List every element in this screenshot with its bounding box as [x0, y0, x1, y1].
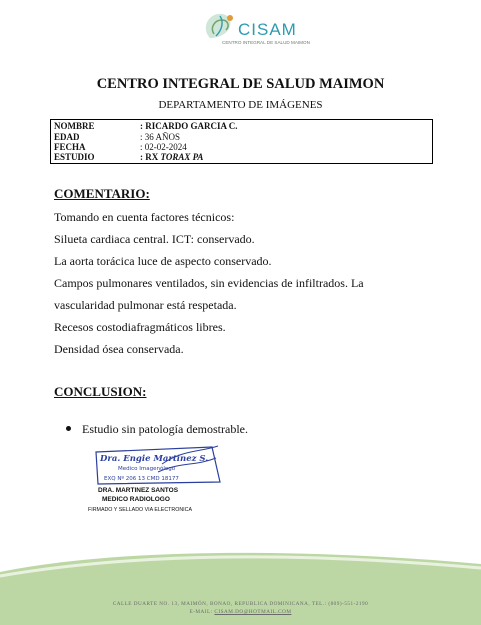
- patient-value: : RICARDO GARCIA C.: [140, 121, 238, 131]
- signature-name: DRA. MARTINEZ SANTOS: [98, 487, 179, 494]
- footer-email-label: E-MAIL:: [189, 609, 215, 615]
- comment-line: Densidad ósea conservada.: [54, 342, 184, 356]
- comment-line: Recesos costodiafragmáticos libres.: [54, 320, 226, 334]
- patient-label: EDAD: [54, 132, 80, 142]
- patient-value: : 36 AÑOS: [140, 132, 181, 142]
- comment-line: vascularidad pulmonar está respetada.: [54, 298, 237, 312]
- document-title: CENTRO INTEGRAL DE SALUD MAIMON: [96, 76, 385, 92]
- patient-value: [140, 152, 203, 162]
- footer-email-line: [0, 609, 481, 615]
- svg-text:Medico Imagenólogo: Medico Imagenólogo: [118, 466, 176, 472]
- comment-line: La aorta torácica luce de aspecto conservado.: [54, 254, 272, 268]
- svg-text:Dra. Engie Martinez S.: Dra. Engie Martinez S.: [100, 454, 209, 464]
- conclusion-heading: CONCLUSION:: [54, 384, 147, 399]
- comment-heading: COMENTARIO:: [54, 186, 150, 201]
- patient-label: ESTUDIO: [54, 152, 95, 162]
- bullet-icon: [66, 426, 71, 431]
- patient-label: NOMBRE: [54, 121, 95, 131]
- comment-line: Tomando en cuenta factores técnicos:: [54, 210, 235, 224]
- signature-role: MEDICO RADIOLOGO: [102, 496, 170, 503]
- logo-name: CISAM: [238, 20, 297, 39]
- patient-value: : 02-02-2024: [140, 142, 187, 152]
- footer-email-link[interactable]: CISAM.DO@HOTMAIL.COM: [214, 609, 292, 615]
- patient-info-box: [50, 119, 433, 164]
- patient-label: FECHA: [54, 142, 86, 152]
- department-title: DEPARTAMENTO DE IMÁGENES: [158, 99, 323, 111]
- comment-line: Campos pulmonares ventilados, sin evidencias de infiltrados. La: [54, 276, 364, 290]
- study-name: TORAX PA: [160, 152, 204, 162]
- conclusion-item: Estudio sin patología demostrable.: [82, 422, 248, 436]
- footer-address: CALLE DUARTE NO. 13, MAIMÓN, BONAO, REPUBLICA DOMINICANA, TEL.: (809)-551-2190: [112, 601, 369, 607]
- comment-line: Silueta cardiaca central. ICT: conservado.: [54, 232, 255, 246]
- svg-text:EXQ Nº 206 13 CMD 18177: EXQ Nº 206 13 CMD 18177: [104, 476, 179, 482]
- logo-tagline: CENTRO INTEGRAL DE SALUD MAIMON: [222, 40, 310, 45]
- doctor-stamp: [92, 444, 224, 486]
- signature-note: FIRMADO Y SELLADO VIA ELECTRONICA: [88, 507, 193, 513]
- study-prefix: : RX: [140, 152, 161, 162]
